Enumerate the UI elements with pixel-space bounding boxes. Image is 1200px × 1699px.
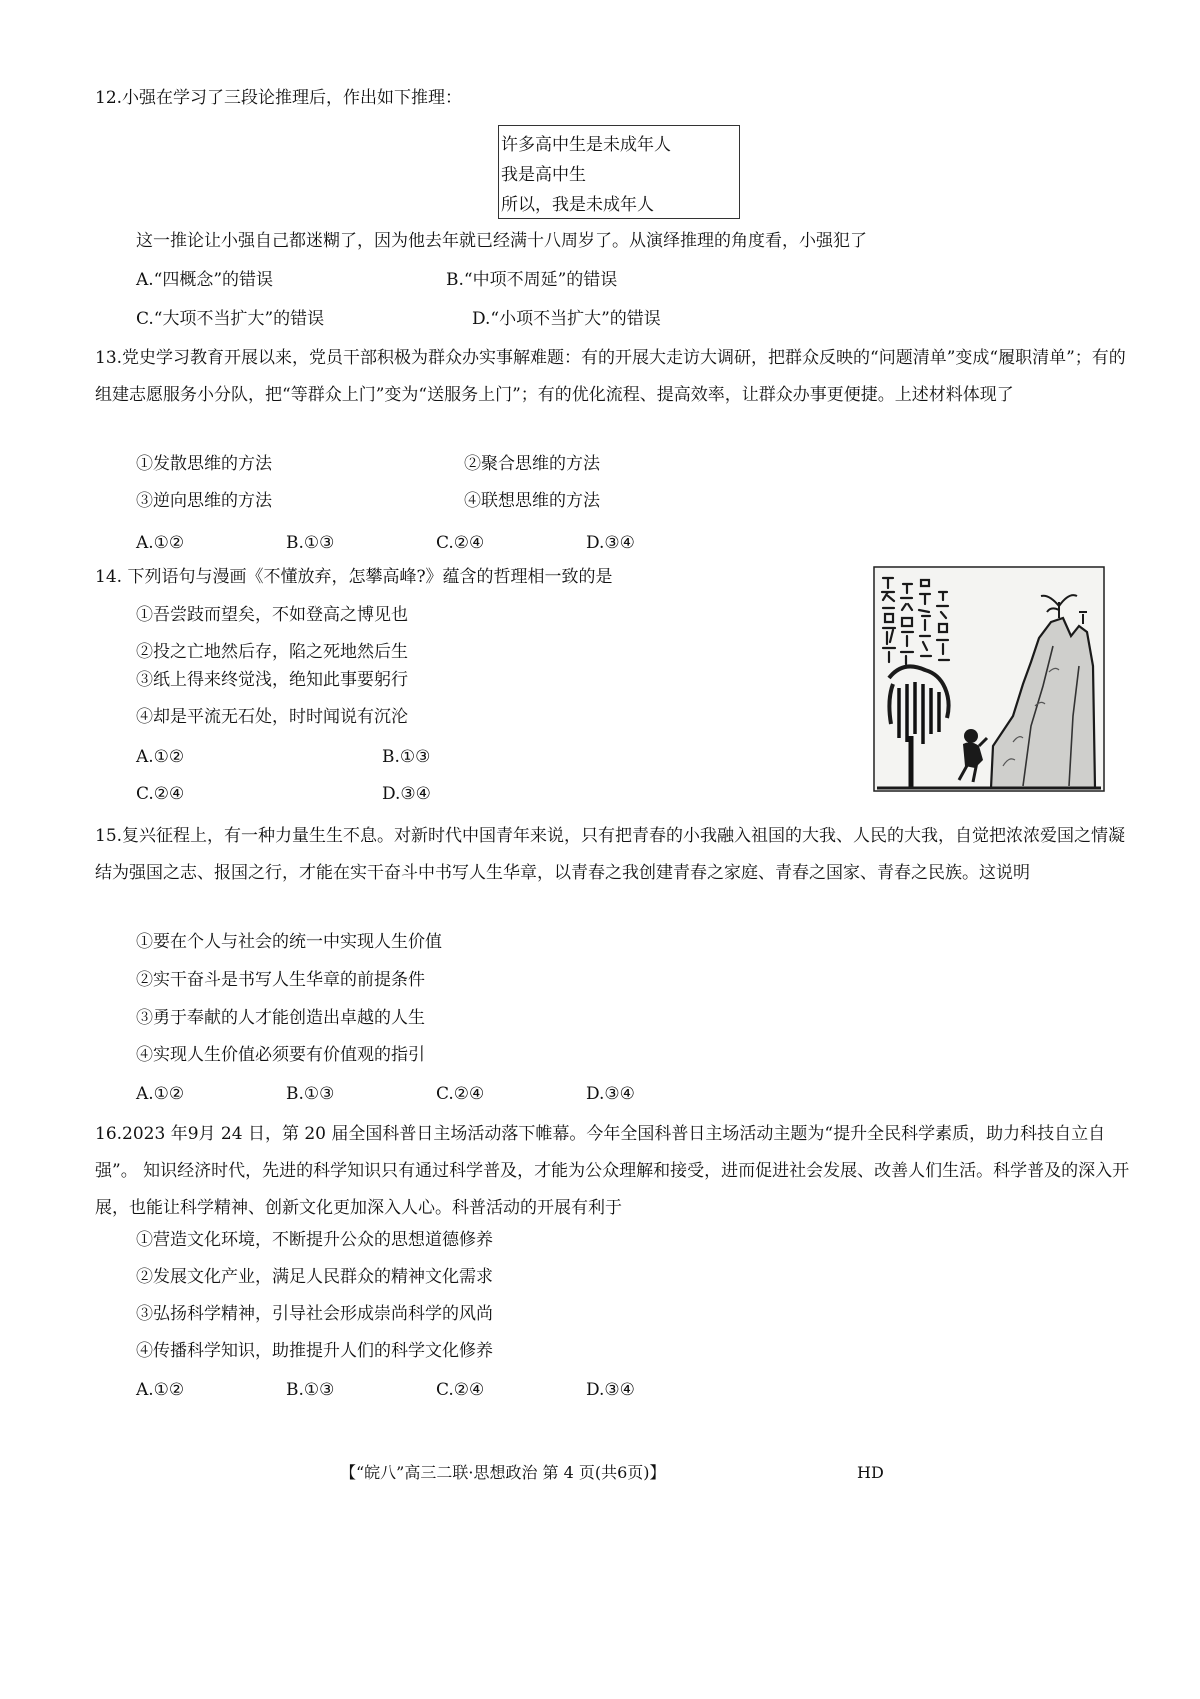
footer-code: HD [857, 1463, 884, 1482]
q14-choice-a: A.①② [136, 747, 185, 767]
page-footer: 【“皖八”高三二联·思想政治 第 4 页(共6页)】 [340, 1463, 666, 1482]
q12-option-b: B.“中项不周延”的错误 [446, 270, 618, 290]
cartoon-image [873, 566, 1105, 792]
q15-item-4: ④实现人生价值必须要有价值观的指引 [136, 1045, 425, 1065]
q12-option-a: A.“四概念”的错误 [136, 270, 274, 290]
q14-choice-d: D.③④ [382, 784, 431, 804]
q16-item-4: ④传播科学知识，助推提升人们的科学文化修养 [136, 1341, 493, 1361]
q16-choice-b: B.①③ [286, 1380, 335, 1400]
q12-option-d: D.“小项不当扩大”的错误 [472, 309, 661, 329]
q14-item-3: ③纸上得来终觉浅，绝知此事要躬行 [136, 670, 408, 690]
q15-choice-c: C.②④ [436, 1084, 485, 1104]
q13-choice-b: B.①③ [286, 533, 335, 553]
q15-stem: 15.复兴征程上，有一种力量生生不息。对新时代中国青年来说，只有把青春的小我融入祖国的大我、人民的大我，自觉把浓浓爱国之情凝结为强国之志、报国之行，才能在实干奋斗中书写人生华章，以青春之我创建青春之家庭、青春之国家、青春之民族。这说明 [95, 826, 1126, 883]
q13-item-2: ②聚合思维的方法 [464, 454, 600, 474]
q15-choice-b: B.①③ [286, 1084, 335, 1104]
q13-choice-a: A.①② [136, 533, 185, 553]
q16-stem: 16.2023 年9月 24 日，第 20 届全国科普日主场活动落下帷幕。今年全国科普日主场活动主题为“提升全民科学素质，助力科技自立自强”。 知识经济时代，先进的科学知识只有通过科学普及，才能为公众理解和接受，进而促进社会发展、改善人们生活。科学普及的深入开展，也能让科学精神、创新文化更加深入人心。科普活动的开展有利于 [95, 1124, 1130, 1218]
q16-choice-a: A.①② [136, 1380, 185, 1400]
q12-box-line-3: 所以，我是未成年人 [501, 195, 654, 215]
q14-item-2: ②投之亡地然后存，陷之死地然后生 [136, 642, 408, 662]
q15-item-1: ①要在个人与社会的统一中实现人生价值 [136, 932, 442, 952]
q13-item-4: ④联想思维的方法 [464, 491, 600, 511]
q14-stem: 14. 下列语句与漫画《不懂放弃，怎攀高峰?》蕴含的哲理相一致的是 [95, 567, 613, 587]
q12-stem: 12.小强在学习了三段论推理后，作出如下推理： [95, 88, 463, 108]
q15-choice-d: D.③④ [586, 1084, 635, 1104]
q16-item-2: ②发展文化产业，满足人民群众的精神文化需求 [136, 1267, 493, 1287]
q12-syllogism-box [498, 125, 740, 219]
q16-choice-c: C.②④ [436, 1380, 485, 1400]
q12-box-line-2: 我是高中生 [501, 165, 586, 185]
q12-followup: 这一推论让小强自己都迷糊了，因为他去年就已经满十八周岁了。从演绎推理的角度看，小强犯了 [136, 231, 867, 251]
q16-item-3: ③弘扬科学精神，引导社会形成崇尚科学的风尚 [136, 1304, 493, 1324]
q14-item-1: ①吾尝跂而望矣，不如登高之博见也 [136, 605, 408, 625]
q15-item-2: ②实干奋斗是书写人生华章的前提条件 [136, 970, 425, 990]
q16-choice-d: D.③④ [586, 1380, 635, 1400]
q14-choice-c: C.②④ [136, 784, 185, 804]
q14-choice-b: B.①③ [382, 747, 431, 767]
q13-item-1: ①发散思维的方法 [136, 454, 272, 474]
q13-choice-c: C.②④ [436, 533, 485, 553]
q13-choice-d: D.③④ [586, 533, 635, 553]
q14-item-4: ④却是平流无石处，时时闻说有沉沦 [136, 707, 408, 727]
q12-option-c: C.“大项不当扩大”的错误 [136, 309, 325, 329]
q13-stem: 13.党史学习教育开展以来，党员干部积极为群众办实事解难题：有的开展大走访大调研，把群众反映的“问题清单”变成“履职清单”；有的组建志愿服务小分队，把“等群众上门”变为“送服务上门”；有的优化流程、提高效率，让群众办事更便捷。上述材料体现了 [95, 348, 1126, 405]
q12-box-line-1: 许多高中生是未成年人 [501, 135, 671, 155]
q15-choice-a: A.①② [136, 1084, 185, 1104]
q15-item-3: ③勇于奉献的人才能创造出卓越的人生 [136, 1008, 425, 1028]
q13-item-3: ③逆向思维的方法 [136, 491, 272, 511]
q16-item-1: ①营造文化环境，不断提升公众的思想道德修养 [136, 1230, 493, 1250]
